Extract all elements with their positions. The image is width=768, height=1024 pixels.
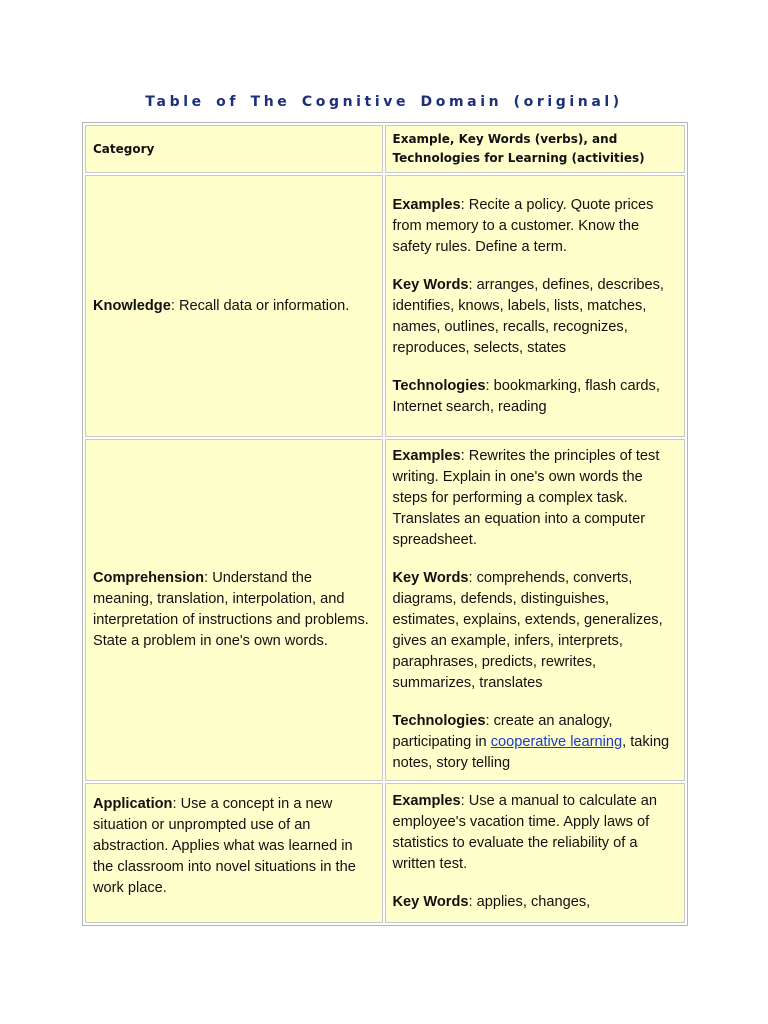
keywords-paragraph: [393, 892, 678, 913]
examples-cell: [385, 783, 685, 923]
category-cell: [85, 175, 383, 437]
keywords-text: : applies, changes,: [468, 894, 591, 910]
header-examples-line1: Example, Key Words (verbs), and: [392, 132, 618, 146]
table-row: [85, 175, 685, 437]
keywords-paragraph: [393, 568, 678, 694]
header-examples-line2: Technologies for Learning (activities): [392, 151, 645, 165]
category-cell: [85, 439, 383, 781]
header-examples: [385, 125, 685, 173]
examples-label: Examples: [392, 196, 461, 213]
category-term: Application: [93, 796, 173, 812]
examples-cell: [385, 439, 685, 781]
keywords-label: Key Words: [392, 570, 469, 586]
examples-paragraph: [393, 446, 678, 551]
examples-label: Examples: [392, 448, 461, 464]
header-category: [85, 125, 383, 173]
examples-text: : Recite a policy. Quote prices from memory to a customer. Know the safety rules. Define a term.: [392, 196, 654, 255]
keywords-text: : comprehends, converts, diagrams, defends, distinguishes, estimates, explains, extends, generalizes, gives an example, infers, interprets, paraphrases, predicts, rewrites, summarizes, translates: [392, 570, 663, 691]
cooperative-learning-link[interactable]: cooperative learning: [490, 734, 623, 750]
page-title: Table of The Cognitive Domain (original): [145, 94, 623, 110]
category-description: : Use a concept in a new situation or unprompted use of an abstraction. Applies what was learned in the classroom into novel situations in the work place.: [93, 796, 356, 896]
keywords-label: Key Words: [392, 894, 469, 910]
cognitive-domain-table: [82, 122, 688, 926]
technologies-text-after: , taking notes, story telling: [392, 734, 670, 771]
examples-paragraph: [393, 791, 678, 875]
technologies-paragraph: [393, 376, 678, 418]
table-row: [85, 783, 685, 923]
technologies-paragraph: [393, 711, 678, 774]
examples-paragraph: [393, 195, 678, 258]
examples-cell: [385, 175, 685, 437]
category-cell: [85, 783, 383, 923]
keywords-label: Key Words: [392, 276, 469, 293]
technologies-text: : bookmarking, flash cards, Internet search, reading: [392, 377, 660, 415]
technologies-text-before: : create an analogy, participating in: [392, 713, 613, 750]
category-term: Comprehension: [93, 570, 205, 586]
category-description: : Understand the meaning, translation, interpolation, and interpretation of instructions and problems. State a problem in one's own words.: [93, 570, 369, 649]
category-term: Knowledge: [93, 297, 171, 314]
table-row: [85, 439, 685, 781]
keywords-text: : arranges, defines, describes, identifies, knows, labels, lists, matches, names, outlines, recalls, recognizes, reproduces, selects, states: [392, 276, 664, 356]
examples-text: : Use a manual to calculate an employee's vacation time. Apply laws of statistics to evaluate the reliability of a written test.: [392, 793, 657, 872]
examples-label: Examples: [392, 793, 461, 809]
header-category-label: Category: [93, 141, 155, 156]
keywords-paragraph: [393, 275, 678, 359]
technologies-label: Technologies: [392, 713, 486, 729]
category-description: : Recall data or information.: [170, 297, 350, 314]
table-header-row: [85, 125, 685, 173]
examples-text: : Rewrites the principles of test writing. Explain in one's own words the steps for performing a complex task. Translates an equation into a computer spreadsheet.: [392, 448, 660, 548]
technologies-label: Technologies: [392, 377, 486, 394]
